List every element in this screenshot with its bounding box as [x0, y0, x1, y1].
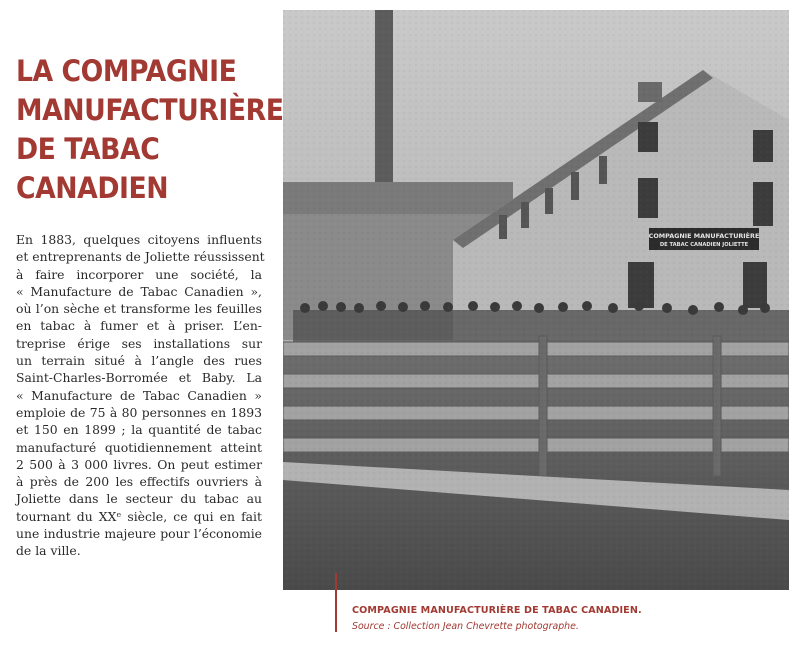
body-line: manufacturé quotidiennement atteint: [16, 439, 262, 455]
title-line: LA COMPAGNIE: [16, 54, 237, 88]
body-paragraph: [16, 231, 265, 560]
body-line: Saint-Charles-Borromée et Baby. La: [16, 370, 262, 386]
title-line: MANUFACTURIÈRE: [16, 93, 284, 127]
body-line: à près de 200 les effectifs ouvriers à: [16, 474, 262, 490]
body-line: à faire incorporer une société, la: [16, 266, 262, 282]
body-line: et entreprenants de Joliette réussissent: [16, 249, 265, 265]
title-line: DE TABAC: [16, 132, 160, 166]
body-line: en tabac à fumer et à priser. L’en-: [16, 318, 262, 334]
body-line: où l’on sèche et transforme les feuilles: [16, 301, 262, 317]
body-line: et 150 en 1899 ; la quantité de tabac: [16, 422, 262, 438]
body-line: « Manufacture de Tabac Canadien »,: [16, 283, 262, 299]
body-line: une industrie majeure pour l’économie: [16, 526, 262, 542]
body-line: de la ville.: [16, 543, 81, 559]
body-line: treprise érige ses installations sur: [16, 335, 262, 351]
body-line: En 1883, quelques citoyens influents: [16, 232, 262, 247]
title-line: CANADIEN: [16, 171, 169, 205]
article-title: [16, 52, 284, 208]
body-line: un terrain situé à l’angle des rues: [16, 353, 262, 369]
body-line: Joliette dans le secteur du tabac au: [16, 491, 262, 507]
caption-title: COMPAGNIE MANUFACTURIÈRE DE TABAC CANADIEN.: [352, 605, 642, 616]
caption-source: Source : Collection Jean Chevrette photographe.: [352, 621, 579, 632]
body-line: tournant du XXᵉ siècle, ce qui en fait: [16, 508, 262, 524]
body-line: « Manufacture de Tabac Canadien »: [16, 387, 262, 403]
body-line: 2 500 à 3 000 livres. On peut estimer: [16, 456, 262, 472]
caption-accent-line: [335, 573, 337, 632]
body-line: emploie de 75 à 80 personnes en 1893: [16, 404, 262, 420]
factory-photo: [283, 10, 789, 590]
